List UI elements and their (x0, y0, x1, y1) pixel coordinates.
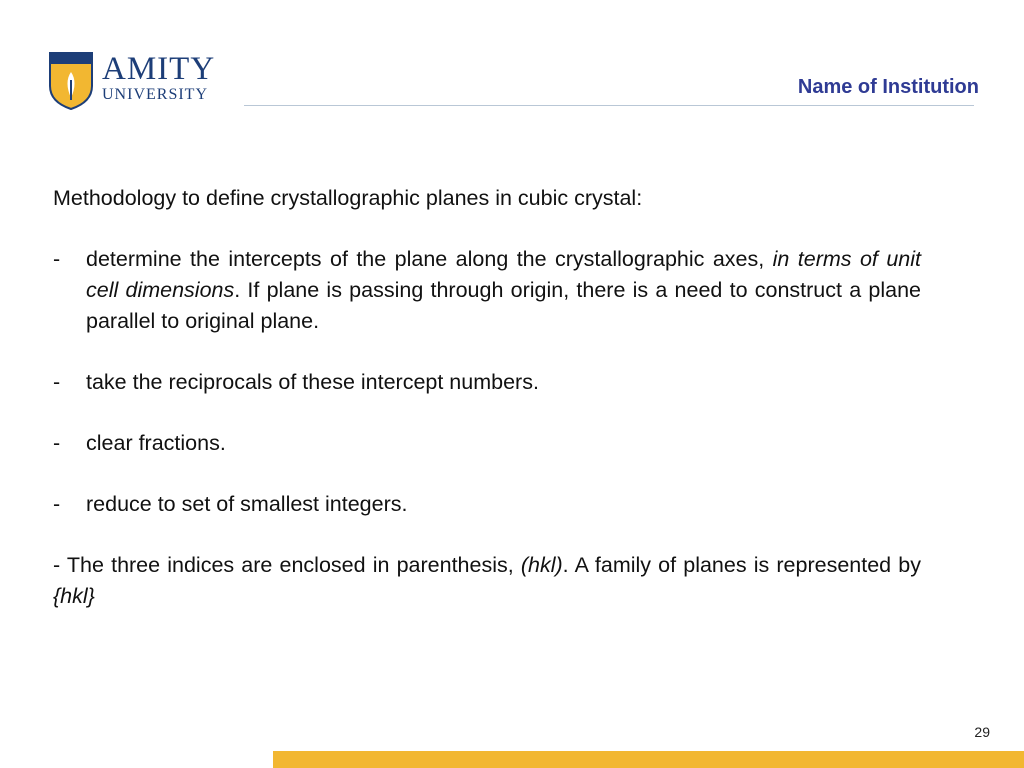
bullet-text-part: . If plane is passing through origin, there is a need to construct a plane parallel to original plane. (86, 278, 921, 333)
bullet-item (53, 367, 921, 398)
slide-body (53, 183, 921, 612)
page-number: 29 (974, 724, 990, 740)
final-paragraph (53, 550, 921, 612)
bullet-text: clear fractions. (86, 431, 226, 455)
bullet-text (86, 244, 921, 337)
bullet-item (53, 489, 921, 520)
amity-shield-icon (46, 50, 96, 110)
final-text-part: - The three indices are enclosed in parenthesis, (53, 553, 521, 577)
footer-accent-bar (273, 751, 1024, 768)
bullet-item (53, 428, 921, 459)
final-text-italic: {hkl} (53, 584, 95, 608)
final-text-part: . A family of planes is represented by (562, 553, 921, 577)
bullet-text-part: determine the intercepts of the plane along the crystallographic axes, (86, 247, 773, 271)
bullet-text-italic: in terms of unit cell dimensions (86, 247, 921, 302)
bullet-item (53, 244, 921, 337)
amity-logo (46, 50, 226, 112)
bullet-text: take the reciprocals of these intercept numbers. (86, 370, 539, 394)
bullet-dash: - (53, 492, 61, 516)
final-text-italic: (hkl) (520, 553, 563, 577)
logo-main-text: AMITY (102, 51, 216, 87)
bullet-dash: - (53, 247, 61, 271)
intro-text: Methodology to define crystallographic planes in cubic crystal: (53, 186, 643, 210)
logo-sub-text: UNIVERSITY (102, 86, 208, 103)
bullet-dash: - (53, 370, 61, 394)
header-divider (244, 105, 974, 106)
bullet-dash: - (53, 431, 61, 455)
bullet-text: reduce to set of smallest integers. (86, 492, 408, 516)
institution-name: Name of Institution (797, 76, 979, 98)
